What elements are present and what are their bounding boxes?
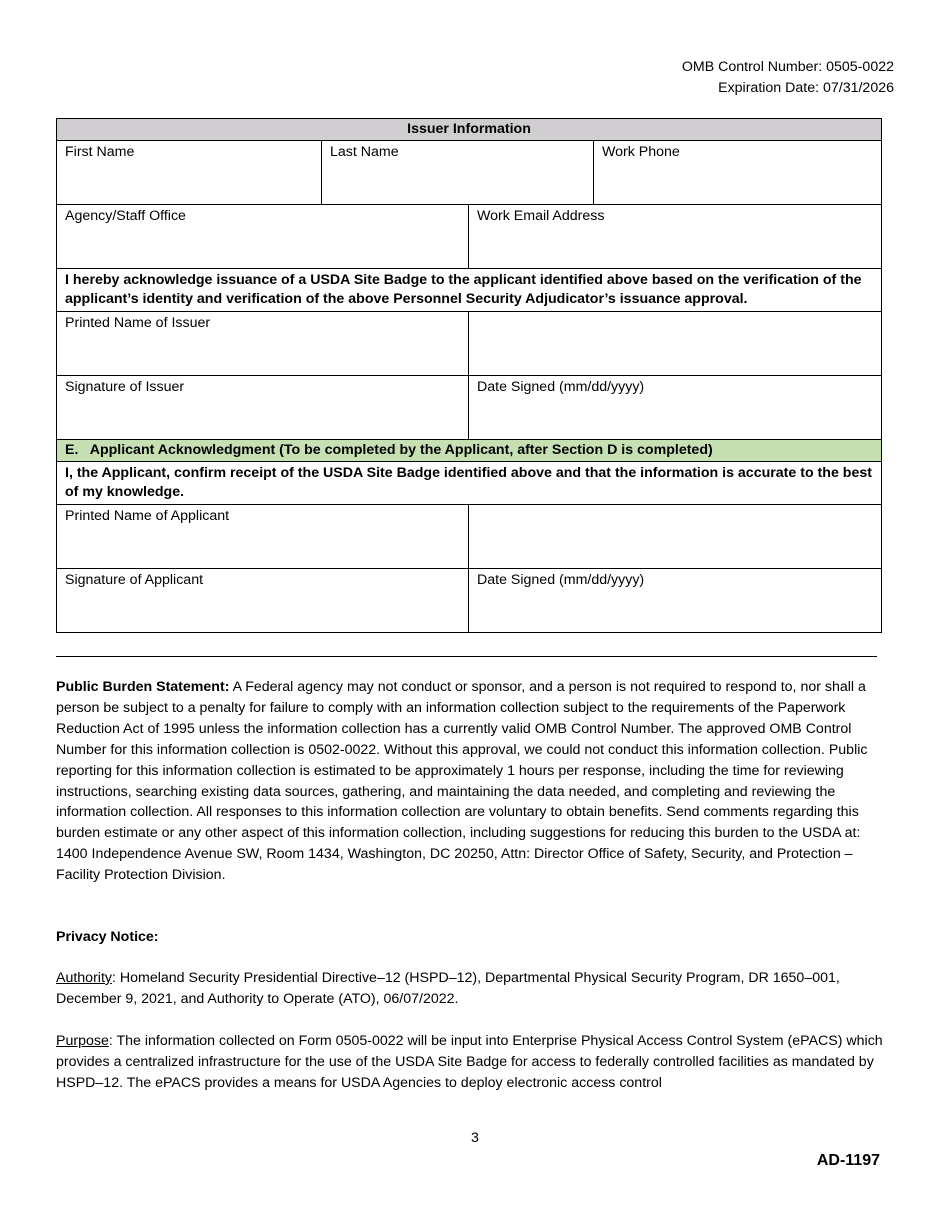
- applicant-printed-name-field[interactable]: [469, 505, 882, 569]
- purpose-text: : The information collected on Form 0505-0022 will be input into Enterprise Physical Access Control System (ePACS) which provides a centralized infrastructure for the use of the USDA Site Badge for access to federally controlled facilities as mandated by HSPD–12. The ePACS provides a means for USDA Agencies to deploy electronic access control: [56, 1033, 883, 1091]
- printed-name-issuer-label: Printed Name of Issuer: [65, 315, 211, 331]
- issuer-first-name-field[interactable]: [57, 141, 322, 205]
- printed-name-applicant-label: Printed Name of Applicant: [65, 508, 230, 524]
- applicant-printed-name-label-cell: [57, 505, 469, 569]
- work-phone-label: Work Phone: [602, 144, 680, 160]
- applicant-date-signed-field[interactable]: [469, 569, 882, 633]
- issuer-applicant-form: [56, 118, 882, 633]
- omb-header: [682, 57, 894, 99]
- signature-applicant-label: Signature of Applicant: [65, 572, 204, 588]
- form-id: AD-1197: [816, 1152, 880, 1169]
- work-email-label: Work Email Address: [477, 208, 605, 224]
- privacy-authority: [56, 968, 894, 1010]
- first-name-label: First Name: [65, 144, 135, 160]
- privacy-notice-title: Privacy Notice:: [56, 929, 159, 945]
- burden-text: A Federal agency may not conduct or sponsor, and a person is not required to respond to, nor shall a person be subject to a penalty for failure to comply with an information collection subject to the requirements of the Paperwork Reduction Act of 1995 unless the information collection has a currently valid OMB Control Number. The approved OMB Control Number for this information collection is 0502-0022. Without this approval, we could not conduct this information collection. Public reporting for this information collection is estimated to be approximately 1 hours per response, including the time for reviewing instructions, searching existing data sources, gathering, and maintaining the data needed, and completing and reviewing the information collection. All responses to this information collection are voluntary to obtain benefits. Send comments regarding this burden estimate or any other aspect of this information collection, including suggestions for reducing this burden to the USDA at: 1400 Independence Avenue SW, Room 1434, Washington, DC 20250, Attn: Director Office of Safety, Security, and Protection – Facility Protection Division.: [56, 679, 868, 884]
- privacy-purpose: [56, 1031, 894, 1094]
- issuer-date-signed-field[interactable]: [469, 376, 882, 440]
- issuer-printed-name-field[interactable]: [469, 312, 882, 376]
- section-e-header: E. Applicant Acknowledgment (To be completed by the Applicant, after Section D is completed): [57, 440, 882, 462]
- issuer-acknowledgment-statement: I hereby acknowledge issuance of a USDA Site Badge to the applicant identified above based on the verification of the applicant’s identity and verification of the above Personnel Security Adjudicator’s issuance approval.: [57, 269, 882, 312]
- applicant-confirmation-statement: I, the Applicant, confirm receipt of the USDA Site Badge identified above and that the information is accurate to the best of my knowledge.: [57, 462, 882, 505]
- applicant-signature-field[interactable]: [57, 569, 469, 633]
- issuer-information-header: Issuer Information: [57, 119, 882, 141]
- agency-label: Agency/Staff Office: [65, 208, 186, 224]
- authority-text: : Homeland Security Presidential Directive–12 (HSPD–12), Departmental Physical Security Program, DR 1650–001, December 9, 2021, and Authority to Operate (ATO), 06/07/2022.: [56, 970, 840, 1007]
- purpose-label: Purpose: [56, 1033, 109, 1049]
- signature-issuer-label: Signature of Issuer: [65, 379, 185, 395]
- divider-line: [56, 656, 877, 657]
- date-signed-applicant-label: Date Signed (mm/dd/yyyy): [477, 572, 645, 588]
- page-number: 3: [471, 1130, 479, 1146]
- authority-label: Authority: [56, 970, 112, 986]
- last-name-label: Last Name: [330, 144, 399, 160]
- issuer-agency-field[interactable]: [57, 205, 469, 269]
- issuer-printed-name-label-cell: [57, 312, 469, 376]
- expiration-date: Expiration Date: 07/31/2026: [718, 80, 894, 96]
- issuer-last-name-field[interactable]: [322, 141, 594, 205]
- date-signed-issuer-label: Date Signed (mm/dd/yyyy): [477, 379, 645, 395]
- issuer-work-email-field[interactable]: [469, 205, 882, 269]
- burden-label: Public Burden Statement:: [56, 679, 230, 695]
- public-burden-statement: [56, 677, 894, 886]
- omb-control-number: OMB Control Number: 0505-0022: [681, 59, 894, 75]
- issuer-signature-field[interactable]: [57, 376, 469, 440]
- issuer-work-phone-field[interactable]: [594, 141, 882, 205]
